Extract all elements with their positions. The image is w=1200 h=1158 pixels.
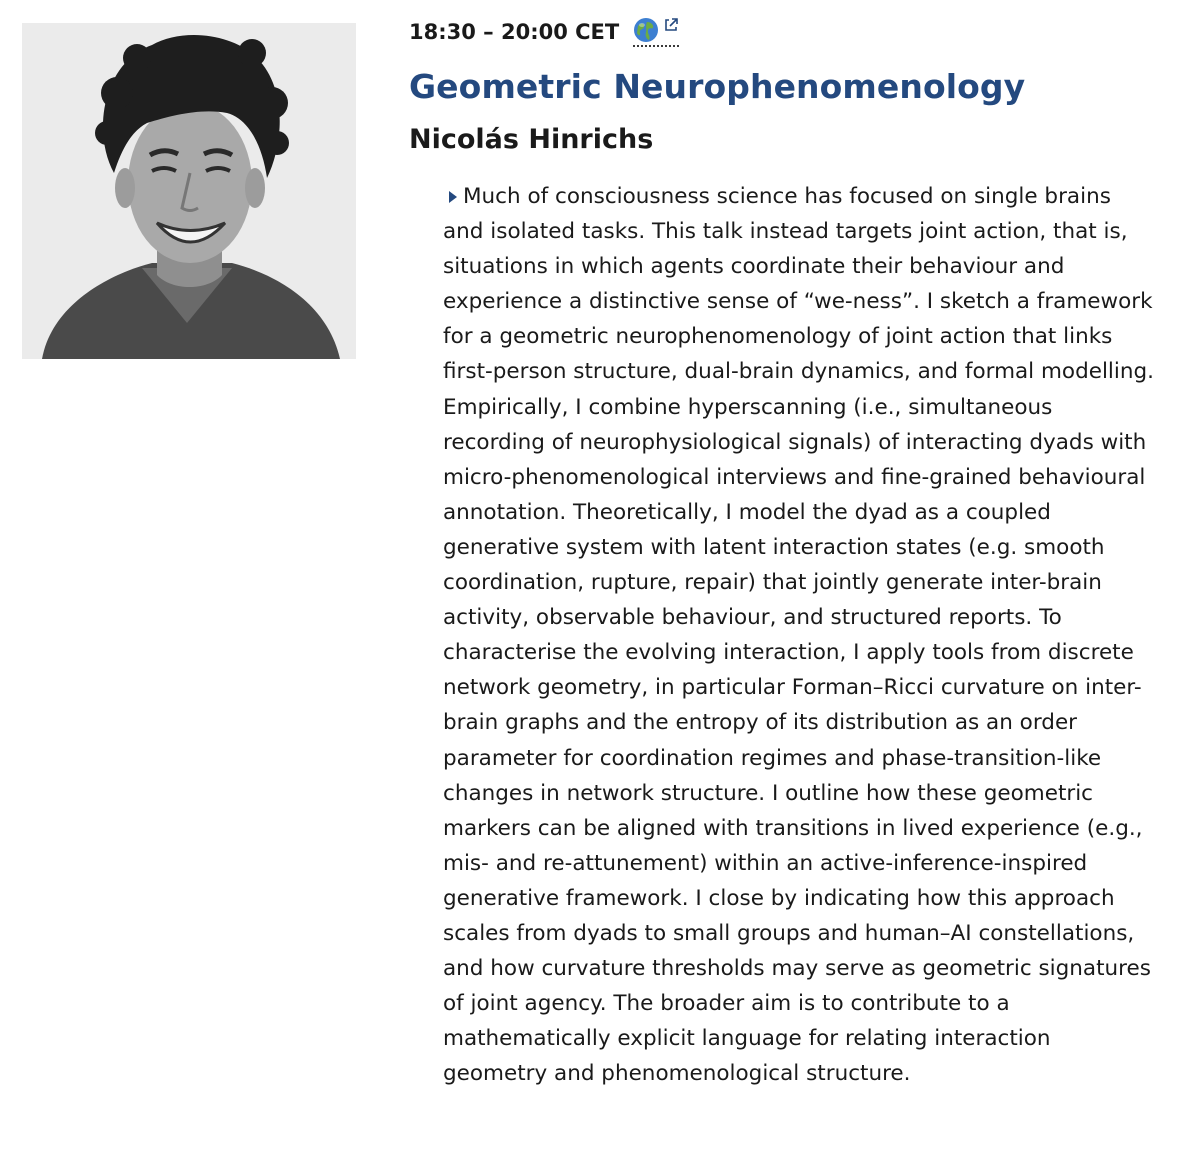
speaker-name: Nicolás Hinrichs xyxy=(409,124,654,155)
talk-abstract xyxy=(443,179,1155,1091)
talk-title: Geometric Neurophenomenology xyxy=(409,67,1026,106)
session-time: 18:30 – 20:00 CET xyxy=(409,20,620,44)
external-link-icon xyxy=(663,17,679,33)
abstract-text: Much of consciousness science has focused on single brains and isolated tasks. This talk instead targets joint action, that is, situations in which agents coordinate their behaviour and experience a distinctive sense of “we-ness”. I sketch a framework for a geometric neurophenomenology of joint action that links first-person structure, dual-brain dynamics, and formal modelling. Empirically, I combine hyperscanning (i.e., simultaneous recording of neurophysiological signals) of interacting dyads with micro-phenomenological interviews and fine-grained behavioural annotation. Theoretically, I model the dyad as a coupled generative system with latent interaction states (e.g. smooth coordination, rupture, repair) that jointly generate inter-brain activity, observable behaviour, and structured reports. To characterise the evolving interaction, I apply tools from discrete network geometry, in particular Forman–Ricci curvature on inter-brain graphs and the entropy of its distribution as an order parameter for coordination regimes and phase-transition-like changes in network structure. I outline how these geometric markers can be aligned with transitions in lived experience (e.g., mis- and re-attunement) within an active-inference-inspired generative framework. I close by indicating how this approach scales from dyads to small groups and human–AI constellations, and how curvature thresholds may serve as geometric signatures of joint agency. The broader aim is to contribute to a mathematically explicit language for relating interaction geometry and phenomenological structure. xyxy=(443,184,1154,1087)
disclosure-triangle-icon[interactable] xyxy=(449,191,457,203)
globe-icon xyxy=(633,17,659,43)
session-time-row xyxy=(409,16,1169,48)
speaker-photo xyxy=(22,23,356,359)
timezone-converter-link[interactable] xyxy=(633,17,679,47)
talk-details xyxy=(409,16,1169,156)
